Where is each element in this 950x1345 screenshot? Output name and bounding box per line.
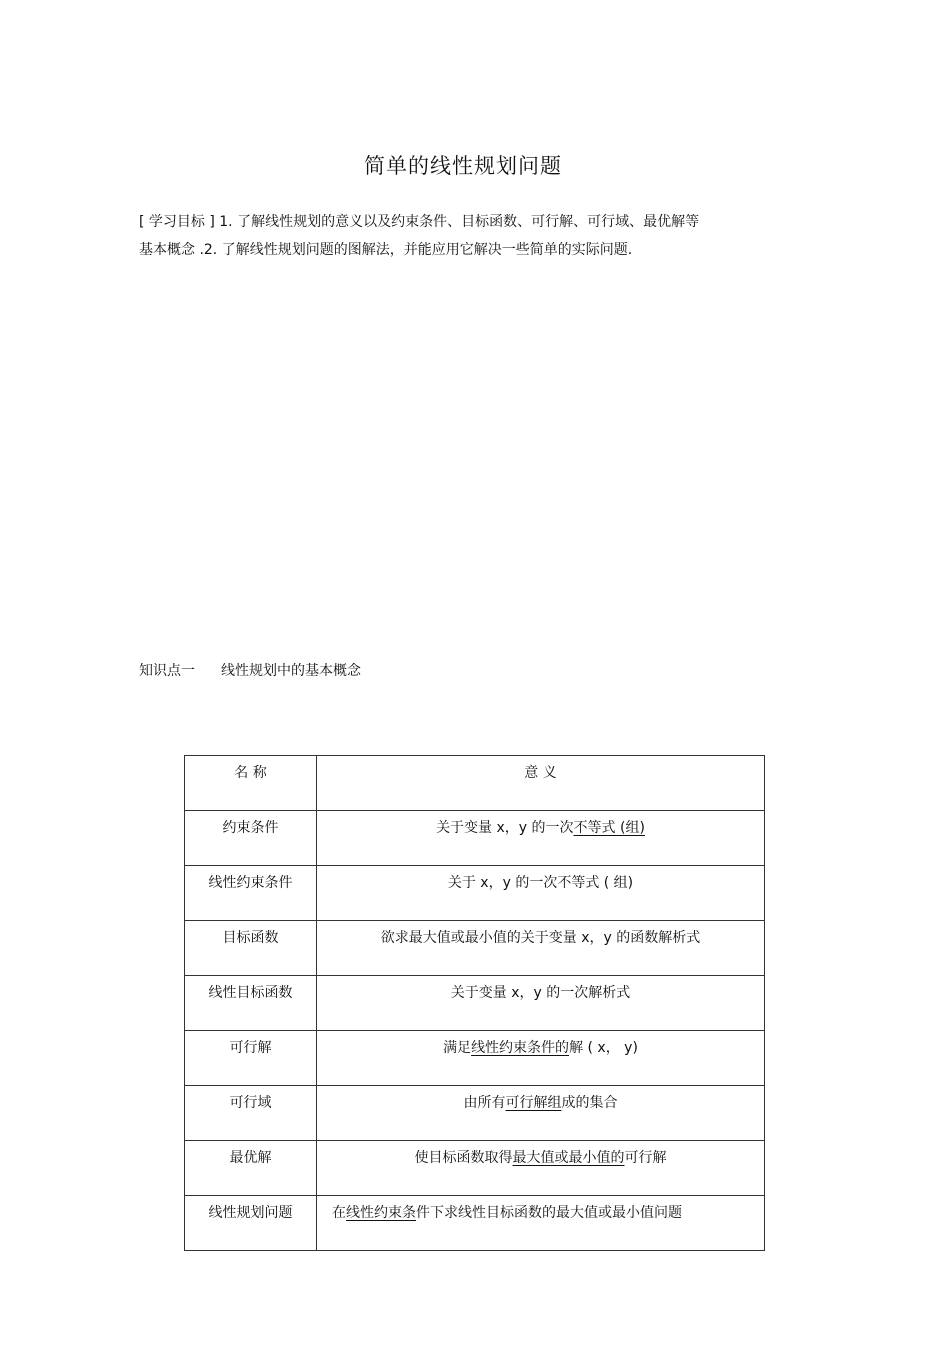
row-meaning [317, 1086, 765, 1141]
meaning-text: 使目标函数取得 [414, 1150, 513, 1166]
objectives-line-1: [ 学习目标 ] 1. 了解线性规划的意义以及约束条件、目标函数、可行解、可行域、最优解等 [139, 214, 700, 230]
page-title: 简单的线性规划问题 [364, 154, 562, 178]
section-number: 知识点一 [139, 663, 195, 679]
row-meaning [317, 921, 765, 976]
table-row [185, 811, 765, 866]
meaning-underlined: 不等式 (组) [573, 820, 645, 836]
table-row [185, 1141, 765, 1196]
section-title: 线性规划中的基本概念 [221, 663, 361, 679]
table-row [185, 1196, 765, 1251]
row-meaning [317, 1196, 765, 1251]
row-name: 线性目标函数 [185, 976, 317, 1031]
meaning-underlined: 线性约束条 [346, 1205, 416, 1221]
row-meaning [317, 976, 765, 1031]
section-heading [139, 660, 361, 680]
table-row [185, 1031, 765, 1086]
row-meaning [317, 811, 765, 866]
table-header-row [185, 756, 765, 811]
meaning-underlined: 线性约束条件的 [471, 1040, 570, 1056]
table-row [185, 1086, 765, 1141]
meaning-tail: 解 ( x， y) [569, 1040, 638, 1056]
row-meaning [317, 1141, 765, 1196]
table-row [185, 866, 765, 921]
learning-objectives [139, 208, 779, 264]
meaning-underlined: 最大值或最小值的 [512, 1150, 625, 1166]
table-row [185, 976, 765, 1031]
row-name: 可行解 [185, 1031, 317, 1086]
header-meaning: 意 义 [317, 756, 765, 811]
meaning-text: 关于变量 x，y 的一次 [436, 820, 574, 836]
objectives-line-2: 基本概念 .2. 了解线性规划问题的图解法，并能应用它解决一些简单的实际问题. [139, 242, 633, 258]
meaning-text: 由所有 [463, 1095, 506, 1111]
row-name: 线性规划问题 [185, 1196, 317, 1251]
meaning-text: 满足 [443, 1040, 472, 1056]
row-name: 目标函数 [185, 921, 317, 976]
meaning-text: 欲求最大值或最小值的关于变量 x，y 的函数解析式 [380, 930, 701, 946]
meaning-text: 关于 x，y 的一次不等式 ( 组) [447, 875, 634, 891]
meaning-underlined: 可行解组 [505, 1095, 562, 1111]
row-name: 约束条件 [185, 811, 317, 866]
meaning-tail: 可行解 [624, 1150, 667, 1166]
meaning-text: 关于变量 x，y 的一次解析式 [450, 985, 631, 1001]
row-meaning [317, 1031, 765, 1086]
concepts-table [184, 755, 765, 1251]
row-meaning [317, 866, 765, 921]
row-name: 可行域 [185, 1086, 317, 1141]
header-name: 名 称 [185, 756, 317, 811]
meaning-tail: 件下求线性目标函数的最大值或最小值问题 [416, 1205, 682, 1221]
table-row [185, 921, 765, 976]
meaning-tail: 成的集合 [561, 1095, 618, 1111]
meaning-text: 在 [332, 1205, 346, 1221]
row-name: 最优解 [185, 1141, 317, 1196]
row-name: 线性约束条件 [185, 866, 317, 921]
